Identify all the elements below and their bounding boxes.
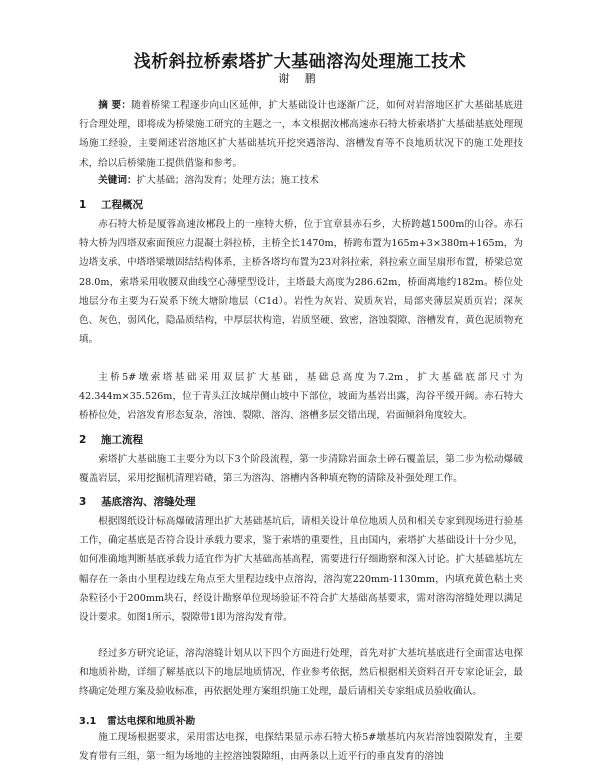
section-number: 3 bbox=[79, 496, 87, 508]
section-1-paragraph-2: 主桥5#墩索塔基础采用双层扩大基础，基础总高度为7.2m，扩大基础底部尺寸为42.344m×35.526m，位于青头江汝城岸侧山坡中下部位，坡面为基岩出露，沟谷平缓开阔。赤石特大桥桥位处，岩溶发育形态复杂，溶蚀、裂隙、溶沟、溶槽多层交错出现，岩面倾斜角度较大。 bbox=[79, 372, 523, 422]
abstract-label: 摘 要： bbox=[98, 100, 132, 111]
abstract bbox=[79, 96, 523, 173]
keywords-label: 关键词： bbox=[98, 175, 137, 186]
subsection-title: 雷达电探和地质补勘 bbox=[107, 716, 196, 727]
section-3-paragraph-1: 根据图纸设计标高爆破清理出扩大基础基坑后，请相关设计单位地质人员和相关专家到现场进行验基工作，确定基底是否符合设计承载力要求，鉴于索塔的重要性，且由国内，索塔扩大基础设计十分少见，如何准确地判断基底承载力适宜作为扩大基础高基高程，需要进行仔细勘察和深入讨论。扩大基础基坑左幅存在一条由小里程边线左角点至大里程边线中点溶沟，溶沟宽220mm-1130mm，内填充黄色粘土夹杂粒径小于200mm块石，经设计勘察单位现场验证不符合扩大基础高基要求，需对溶沟溶缝处理以满足设计要求。如图1所示，裂隙带1即为溶沟发育带。 bbox=[79, 516, 523, 624]
section-title: 基底溶沟、溶缝处理 bbox=[101, 496, 196, 508]
keywords-text: 扩大基础；溶沟发育；处理方法；施工技术 bbox=[136, 175, 319, 186]
author-name: 谢 鹏 bbox=[278, 72, 322, 85]
subsection-heading-3-1 bbox=[79, 713, 195, 727]
section-1-paragraph-1: 赤石特大桥是厦蓉高速汝郴段上的一座特大桥，位于宜章县赤石乡，大桥跨越1500m的山谷。赤石特大桥为四塔双索面预应力混凝土斜拉桥，主桥全长1470m，桥跨布置为165m+3×380m+165m，为边塔支承、中塔塔梁墩固结结构体系，主桥各塔均布置为23对斜拉索，斜拉索立面呈扇形布置，桥梁总宽28.0m，索塔采用收腰双曲线空心薄壁型设计，主塔最大高度为286.62m，桥面离地约182m。桥位处地层分布主要为石炭系下统大塘阶地层（C1d）。岩性为灰岩、炭质灰岩，局部夹薄层炭质页岩；深灰色、灰色，弱风化，隐晶质结构，中厚层状构造，岩质坚硬、致密，溶蚀裂隙、溶槽发育，黄色泥质物充填。 bbox=[79, 219, 523, 346]
section-heading-3 bbox=[79, 494, 196, 509]
subsection-3-1-paragraph: 施工现场根据要求，采用雷达电探，电探结果显示赤石特大桥5#墩基坑内灰岩溶蚀裂隙发育，主要发育带有三组，第一组为场地的主控溶蚀裂隙组，由两条以上近平行的垂直发育的溶蚀 bbox=[79, 732, 523, 763]
section-2-paragraph-1: 索塔扩大基础施工主要分为以下3个阶段流程，第一步清除岩面杂土碎石覆盖层，第二步为松动爆破覆盖岩层，采用挖掘机清理岩碴，第三为溶沟、溶槽内各种填充物的清除及补强处理工作。 bbox=[79, 454, 523, 485]
subsection-number: 3.1 bbox=[79, 716, 97, 727]
section-number: 2 bbox=[79, 434, 87, 446]
section-number: 1 bbox=[79, 199, 87, 211]
keywords bbox=[79, 171, 523, 190]
abstract-text: 随着桥梁工程逐步向山区延伸，扩大基础设计也逐渐广泛，如何对岩溶地区扩大基础基底进行合理处理，即将成为桥梁施工研究的主题之一，本文根据汝郴高速赤石特大桥索塔扩大基础基底处理现场施工经验，主要阐述岩溶地区扩大基础基坑开挖突遇溶沟、溶槽发育等不良地质状况下的施工处理技术，给以后桥梁施工提供借鉴和参考。 bbox=[79, 100, 523, 169]
paper-title: 浅析斜拉桥索塔扩大基础溶沟处理施工技术 bbox=[133, 52, 467, 73]
section-heading-1 bbox=[79, 197, 143, 212]
section-3-paragraph-2: 经过多方研究论证，溶沟溶缝计划从以下四个方面进行处理，首先对扩大基坑基底进行全面雷达电探和地质补勘，详细了解基底以下的地层地质情况，作业参考依据，然后根据相关资料召开专家论证会，最终确定处理方案及验收标准，再依据处理方案组织施工处理，最后请相关专家组成员验收确认。 bbox=[79, 648, 523, 698]
section-heading-2 bbox=[79, 432, 143, 447]
section-title: 施工流程 bbox=[101, 434, 143, 446]
section-title: 工程概况 bbox=[101, 199, 143, 211]
